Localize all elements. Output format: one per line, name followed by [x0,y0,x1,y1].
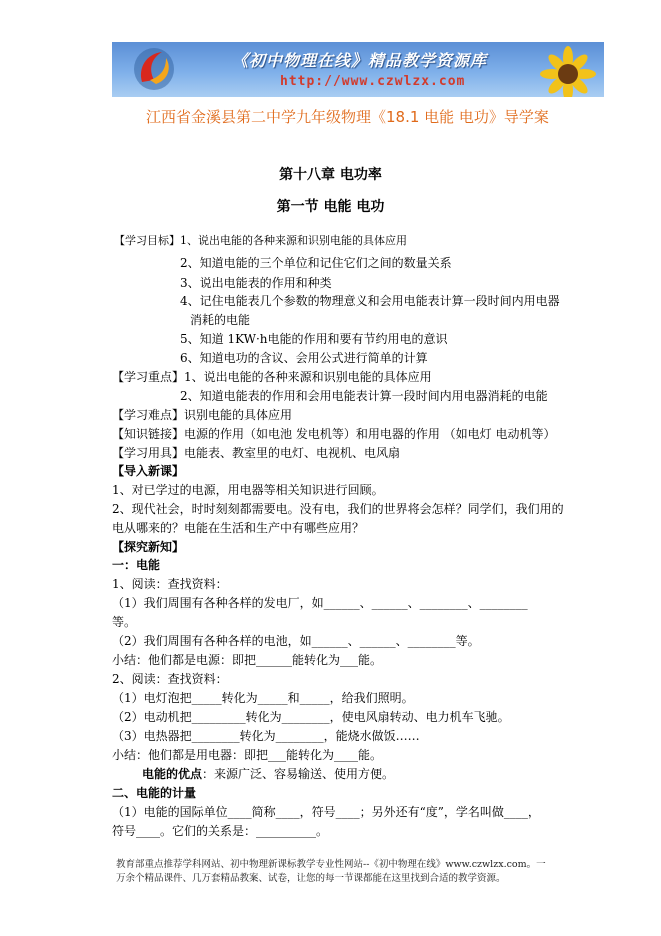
advantages-label: 电能的优点 [142,767,203,781]
learning-goal-6: 6、知道电功的含议、会用公式进行简单的计算 [180,351,428,365]
learning-goal-4-cont: 消耗的电能 [190,313,251,327]
question-units-cont: 符号____。它们的关系是：__________。 [112,824,329,838]
learning-goal-4: 4、记住电能表几个参数的物理意义和会用电能表计算一段时间内用电器 [180,294,560,308]
intro-heading: 【导入新课】 [112,464,185,478]
learning-goal-2: 2、知道电能的三个单位和记住它们之间的数量关系 [180,256,452,270]
key-point-1: 【学习重点】1、说出电能的各种来源和识别电能的具体应用 [112,370,432,384]
intro-item-2-cont: 电从哪来的？电能在生活和生产中有哪些应用？ [112,521,365,535]
reading-2: 2、阅读：查找资料： [112,672,228,686]
banner-title: 《初中物理在线》精品教学资源库 [232,51,488,70]
question-power-plants-cont: 等。 [112,615,137,629]
intro-item-1: 1、对已学过的电源，用电器等相关知识进行回顾。 [112,483,384,497]
header-banner [112,42,604,97]
logo-icon [132,46,176,92]
learning-goal-3: 3、说出电能表的作用和种类 [180,276,332,290]
chapter-heading: 第十八章 电功率 [279,167,382,183]
learning-tools: 【学习用具】电能表、教室里的电灯、电视机、电风扇 [112,446,401,460]
question-motor: （2）电动机把_________转化为________，使电风扇转动、电力机车飞驰。 [112,710,510,724]
footer-line-2: 万余个精品课件、几万套精品教案、试卷，让您的每一节课都能在这里找到合适的教学资源。 [116,873,506,884]
section-heading: 第一节 电能 电功 [276,199,385,215]
summary-2: 小结：他们都是用电器：即把___能转化为____能。 [112,748,383,762]
question-heater: （3）电热器把________转化为________，能烧水做饭…… [112,729,420,743]
document-title: 江西省金溪县第二中学九年级物理《18.1 电能 电功》导学案 [146,108,549,126]
sunflower-icon [528,44,598,97]
advantages [142,765,394,782]
question-batteries: （2）我们周围有各种各样的电池，如______、______、________等。 [112,634,480,648]
knowledge-link: 【知识链接】电源的作用（如电池 发电机等）和用电器的作用 （如电灯 电动机等） [112,427,556,441]
section-measurement: 二、电能的计量 [112,786,197,800]
advantages-text: ：来源广泛、容易输送、使用方便。 [202,767,395,781]
question-bulb: （1）电灯泡把_____转化为_____和_____，给我们照明。 [112,691,414,705]
footer-line-1: 教育部重点推荐学科网站、初中物理新课标教学专业性网站--《初中物理在线》www.czwlzx.com。一 [116,859,546,870]
difficulty: 【学习难点】识别电能的具体应用 [112,408,293,422]
banner-url: http://www.czwlzx.com [280,74,466,89]
learning-goal-1: 【学习目标】1、说出电能的各种来源和识别电能的具体应用 [114,234,407,247]
learning-goal-5: 5、知道 1KW·h电能的作用和要有节约用电的意识 [180,332,448,346]
summary-1: 小结：他们都是电源：即把______能转化为___能。 [112,653,383,667]
intro-item-2: 2、现代社会，时时刻刻都需要电。没有电，我们的世界将会怎样？同学们，我们用的 [112,502,564,516]
reading-1: 1、阅读：查找资料： [112,577,228,591]
question-power-plants: （1）我们周围有各种各样的发电厂，如______、______、________、________ [112,596,528,610]
explore-heading: 【探究新知】 [112,540,185,554]
question-units: （1）电能的国际单位____简称____，符号____；另外还有“度”，学名叫做____， [112,805,540,819]
key-point-2: 2、知道电能表的作用和会用电能表计算一段时间内用电器消耗的电能 [180,389,548,403]
section-electric-energy: 一：电能 [112,558,161,572]
